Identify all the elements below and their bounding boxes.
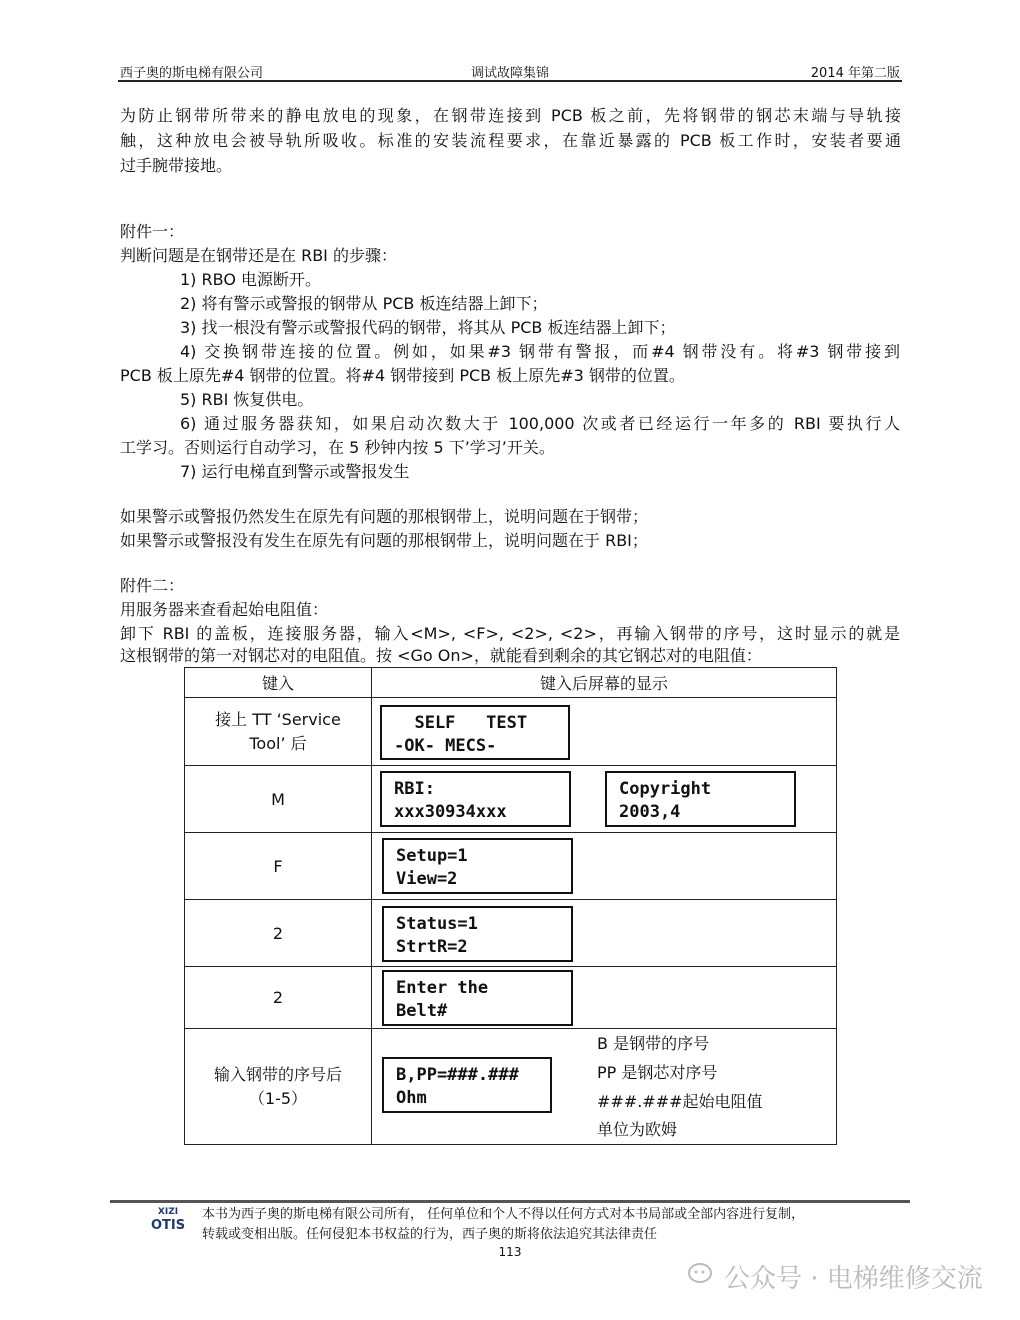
- appendix2-line-2: 这根钢带的第一对钢芯对的电阻值。按 <Go On>，就能看到剩余的其它钢芯对的电阻值：: [120, 646, 762, 665]
- key-text: 接上 TT ‘Service: [215, 709, 341, 729]
- header-company: 西子奥的斯电梯有限公司: [120, 66, 264, 81]
- watermark-text: 公众号 · 电梯维修交流: [724, 1264, 983, 1294]
- key-text: （1-5）: [248, 1088, 308, 1108]
- header-rule: [118, 80, 902, 82]
- column-header-display: 键入后屏幕的显示: [372, 668, 837, 698]
- copyright-line-1: 本书为西子奥的斯电梯有限公司所有， 任何单位和个人不得以任何方式对本书局部或全部内容进行复制，: [202, 1207, 805, 1222]
- key-cell: M: [185, 766, 372, 833]
- appendix2-line-1: 卸下 RBI 的盖板，连接服务器，输入<M>, <F>, <2>, <2>，再输入钢带的序号，这时显示的就是: [120, 624, 900, 643]
- display-cell: [372, 833, 837, 900]
- lcd-screen: B,PP=###.### Ohm: [382, 1057, 552, 1113]
- lcd-screen: RBI: xxx30934xxx: [380, 771, 571, 827]
- step-1: 1) RBO 电源断开。: [180, 270, 322, 289]
- step-6-line-1: 6) 通过服务器获知，如果启动次数大于 100,000 次或者已经运行一年多的 RBI 要执行人: [180, 414, 900, 433]
- step-6-line-2: 工学习。否则运行自动学习，在 5 秒钟内按 5 下’学习’开关。: [120, 438, 555, 457]
- lcd-screen: Status=1 StrtR=2: [382, 906, 573, 962]
- wechat-icon: [688, 1262, 718, 1288]
- intro-paragraph: [120, 103, 901, 178]
- step-4-line-1: 4) 交换钢带连接的位置。例如，如果#3 钢带有警报，而#4 钢带没有。将#3 钢带接到: [180, 342, 900, 361]
- display-cell: [372, 698, 837, 766]
- display-cell: [372, 900, 837, 967]
- table-row: [185, 833, 837, 900]
- appendix1-heading: 附件一：: [120, 222, 185, 241]
- header-title: 调试故障集锦: [470, 66, 549, 81]
- lcd-screen: Setup=1 View=2: [382, 838, 573, 894]
- copyright-line-2: 转载或变相出版。任何侵犯本书权益的行为，西子奥的斯将依法追究其法律责任: [202, 1227, 658, 1242]
- lcd-screen: SELF TEST -OK- MECS-: [380, 705, 570, 760]
- step-7: 7) 运行电梯直到警示或警报发生: [180, 462, 410, 481]
- display-cell: [372, 766, 837, 833]
- step-5: 5) RBI 恢复供电。: [180, 390, 314, 409]
- lcd-screen: Enter the Belt#: [382, 970, 573, 1026]
- result-belt: 如果警示或警报仍然发生在原先有问题的那根钢带上，说明问题在于钢带；: [120, 507, 649, 526]
- display-cell: [372, 1029, 837, 1145]
- note-core-pair: PP 是钢芯对序号: [597, 1063, 718, 1082]
- step-3: 3) 找一根没有警示或警报代码的钢带，将其从 PCB 板连结器上卸下；: [180, 318, 676, 337]
- logo-text: XIZI: [157, 1207, 179, 1217]
- intro-line: 为防止钢带所带来的静电放电的现象，在钢带连接到 PCB 板之前，先将钢带的钢芯末端与导轨接: [120, 106, 901, 125]
- lcd-screen-copyright: Copyright 2003,4: [605, 771, 796, 827]
- step-4-line-2: PCB 板上原先#4 钢带的位置。将#4 钢带接到 PCB 板上原先#3 钢带的位置。: [120, 366, 685, 385]
- table-row: [185, 766, 837, 833]
- intro-line: 触，这种放电会被导轨所吸收。标准的安装流程要求，在靠近暴露的 PCB 板工作时，安装者要通: [120, 131, 901, 150]
- step-2: 2) 将有警示或警报的钢带从 PCB 板连结器上卸下；: [180, 294, 548, 313]
- key-cell: [185, 1029, 372, 1145]
- key-cell: F: [185, 833, 372, 900]
- key-cell: 2: [185, 967, 372, 1029]
- table-row: [185, 1029, 837, 1145]
- note-unit: 单位为欧姆: [597, 1120, 678, 1139]
- appendix2-intro: 用服务器来查看起始电阻值：: [120, 600, 329, 619]
- header-edition: 2014 年第二版: [810, 66, 900, 81]
- column-header-key: 键入: [185, 668, 372, 698]
- table-row: [185, 900, 837, 967]
- page-number: 113: [498, 1245, 522, 1259]
- footer-rule: [110, 1200, 910, 1203]
- note-belt-number: B 是钢带的序号: [597, 1034, 710, 1053]
- table-row: [185, 698, 837, 766]
- intro-line: 过手腕带接地。: [120, 156, 233, 175]
- logo-text: OTIS: [150, 1218, 186, 1233]
- key-cell: 2: [185, 900, 372, 967]
- display-cell: [372, 967, 837, 1029]
- key-text: Tool’ 后: [249, 733, 307, 753]
- key-text: 输入钢带的序号后: [213, 1064, 342, 1084]
- note-resistance: ###.###起始电阻值: [597, 1092, 763, 1111]
- appendix1-intro: 判断问题是在钢带还是在 RBI 的步骤：: [120, 246, 397, 265]
- service-tool-table: [184, 667, 837, 1145]
- key-cell: [185, 698, 372, 766]
- table-row: [185, 967, 837, 1029]
- xizi-otis-logo: [148, 1207, 188, 1234]
- result-rbi: 如果警示或警报没有发生在原先有问题的那根钢带上，说明问题在于 RBI；: [120, 531, 648, 550]
- appendix2-heading: 附件二：: [120, 576, 185, 595]
- table-header-row: [185, 668, 837, 698]
